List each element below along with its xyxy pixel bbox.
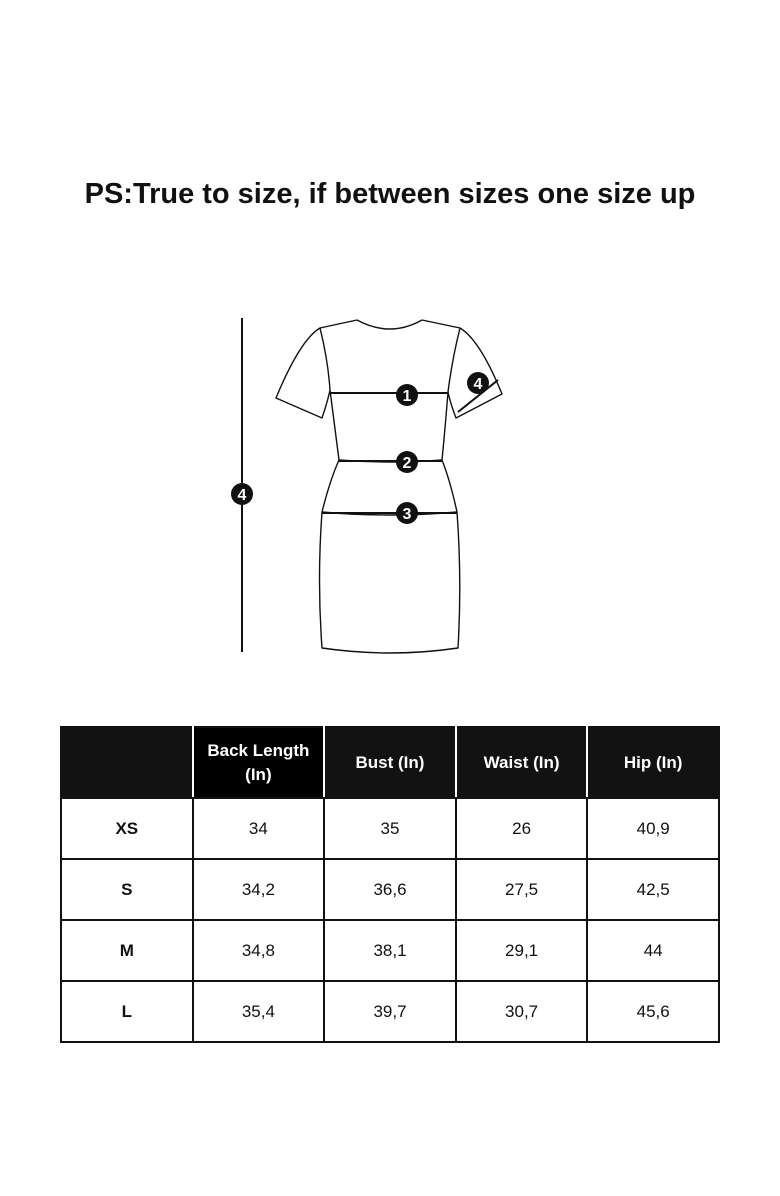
- cell-size: XS: [61, 798, 193, 859]
- dress-outline-icon: [276, 320, 502, 653]
- cell-back-length: 34,8: [193, 920, 325, 981]
- cell-waist: 29,1: [456, 920, 588, 981]
- cell-hip: 42,5: [587, 859, 719, 920]
- header-waist: Waist (In): [456, 727, 588, 798]
- table-row: [61, 798, 719, 859]
- size-chart-table: [60, 726, 720, 1043]
- cell-size: L: [61, 981, 193, 1042]
- cell-back-length: 34: [193, 798, 325, 859]
- cell-waist: 30,7: [456, 981, 588, 1042]
- cell-bust: 35: [324, 798, 456, 859]
- svg-text:4: 4: [237, 487, 247, 504]
- svg-text:4: 4: [473, 376, 483, 393]
- svg-text:1: 1: [402, 388, 412, 405]
- header-hip: Hip (In): [587, 727, 719, 798]
- page-title: PS:True to size, if between sizes one size up: [84, 178, 696, 210]
- cell-bust: 39,7: [324, 981, 456, 1042]
- cell-back-length: 35,4: [193, 981, 325, 1042]
- cell-hip: 40,9: [587, 798, 719, 859]
- cell-size: S: [61, 859, 193, 920]
- svg-text:3: 3: [402, 506, 412, 523]
- table-row: [61, 920, 719, 981]
- marker-4-length: [231, 483, 253, 505]
- marker-4-sleeve: [467, 372, 489, 394]
- cell-bust: 36,6: [324, 859, 456, 920]
- marker-1: [396, 384, 418, 406]
- cell-hip: 44: [587, 920, 719, 981]
- marker-3: [396, 502, 418, 524]
- header-size: [61, 727, 193, 798]
- cell-hip: 45,6: [587, 981, 719, 1042]
- marker-2: [396, 451, 418, 473]
- dress-measurement-diagram: [220, 310, 520, 660]
- cell-size: M: [61, 920, 193, 981]
- header-bust: Bust (In): [324, 727, 456, 798]
- cell-waist: 27,5: [456, 859, 588, 920]
- header-back-length: Back Length (In): [193, 727, 325, 798]
- cell-back-length: 34,2: [193, 859, 325, 920]
- cell-bust: 38,1: [324, 920, 456, 981]
- table-row: [61, 859, 719, 920]
- table-row: [61, 981, 719, 1042]
- cell-waist: 26: [456, 798, 588, 859]
- table-header-row: [61, 727, 719, 798]
- svg-text:2: 2: [402, 455, 412, 472]
